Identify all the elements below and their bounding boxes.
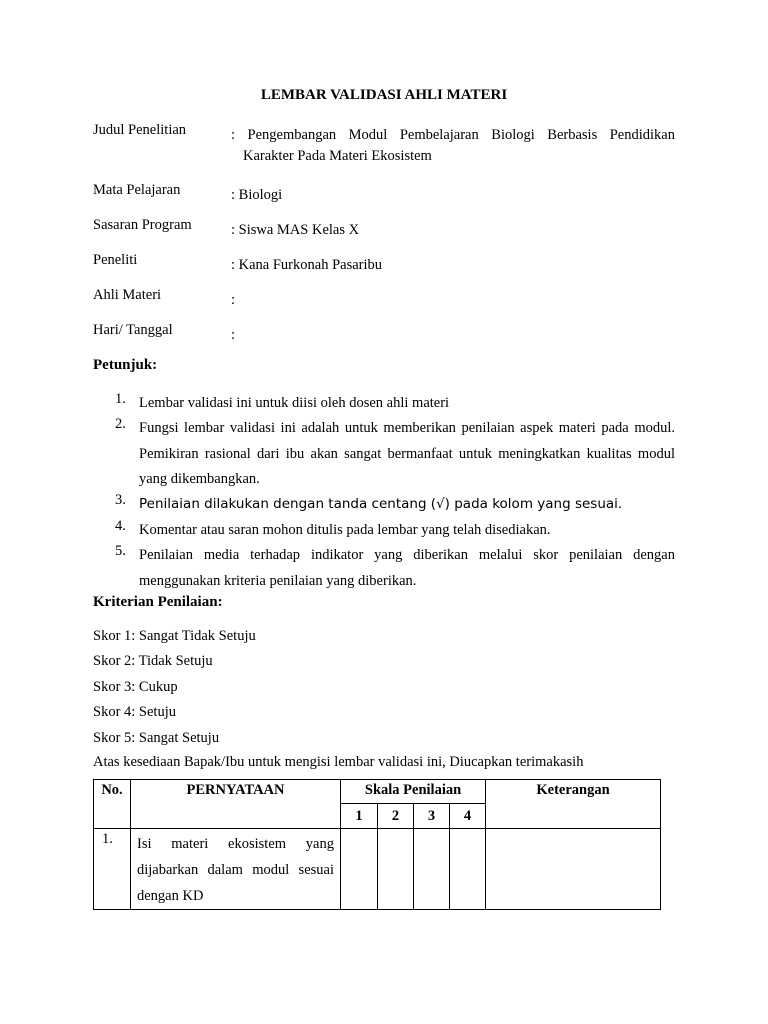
scale-header-2: 2	[378, 804, 414, 829]
header-skala: Skala Penilaian	[341, 780, 486, 804]
score-cell-2[interactable]	[378, 829, 414, 910]
header-no: No.	[94, 780, 131, 829]
row-number: 1.	[94, 829, 131, 910]
validation-table	[93, 779, 661, 910]
instruction-number: 1.	[115, 391, 126, 407]
instruction-text: Komentar atau saran mohon ditulis pada lembar yang telah disediakan.	[139, 522, 551, 538]
skor-item: Skor 1: Sangat Tidak Setuju	[93, 628, 256, 644]
instruction-text: Penilaian media terhadap indikator yang diberikan melalui skor penilaian dengan menggunakan kriteria penilaian yang diberikan.	[139, 547, 675, 589]
instruction-number: 2.	[115, 416, 126, 432]
mapel-value: : Biologi	[231, 187, 283, 203]
skor-item: Skor 3: Cukup	[93, 679, 178, 695]
judul-label: Judul Penelitian	[93, 122, 187, 138]
ahli-label: Ahli Materi	[93, 287, 162, 303]
skor-item: Skor 2: Tidak Setuju	[93, 653, 213, 669]
mapel-label: Mata Pelajaran	[93, 182, 181, 198]
hari-value: :	[231, 327, 236, 343]
instruction-number: 5.	[115, 543, 126, 559]
skor-item: Skor 5: Sangat Setuju	[93, 730, 220, 746]
peneliti-value: : Kana Furkonah Pasaribu	[231, 257, 383, 273]
petunjuk-heading: Petunjuk:	[93, 357, 158, 373]
closing-text: Atas kesediaan Bapak/Ibu untuk mengisi lembar validasi ini, Diucapkan terimakasih	[93, 754, 584, 770]
scale-header-4: 4	[450, 804, 486, 829]
kriteria-heading: Kriterian Penilaian:	[93, 594, 223, 610]
scale-header-3: 3	[414, 804, 450, 829]
judul-value-line2: Karakter Pada Materi Ekosistem	[243, 148, 432, 164]
instruction-number: 3.	[115, 492, 126, 508]
header-keterangan: Keterangan	[486, 780, 661, 829]
judul-value-line1: : Pengembangan Modul Pembelajaran Biologi Berbasis Pendidikan	[231, 127, 675, 143]
keterangan-cell[interactable]	[486, 829, 661, 910]
skor-item: Skor 4: Setuju	[93, 704, 176, 720]
scale-header-1: 1	[341, 804, 378, 829]
document-title: LEMBAR VALIDASI AHLI MATERI	[260, 87, 508, 103]
meta-judul	[93, 122, 675, 174]
instruction-text: Fungsi lembar validasi ini adalah untuk memberikan penilaian aspek materi pada modul. Pemikiran rasional dari ibu akan sangat bermanfaat untuk meningkatkan kualitas modul yang dikembangkan.	[139, 420, 675, 487]
table-row	[94, 829, 661, 910]
score-cell-4[interactable]	[450, 829, 486, 910]
row-pernyataan: Isi materi ekosistem yang dijabarkan dalam modul sesuai dengan KD	[131, 829, 341, 910]
instruction-text: Lembar validasi ini untuk diisi oleh dosen ahli materi	[139, 395, 450, 411]
score-cell-3[interactable]	[414, 829, 450, 910]
score-cell-1[interactable]	[341, 829, 378, 910]
sasaran-value: : Siswa MAS Kelas X	[231, 222, 360, 238]
header-pernyataan: PERNYATAAN	[131, 780, 341, 829]
instruction-text: Penilaian dilakukan dengan tanda centang (√) pada kolom yang sesuai.	[139, 496, 623, 512]
sasaran-label: Sasaran Program	[93, 217, 192, 233]
instruction-number: 4.	[115, 518, 126, 534]
ahli-value: :	[231, 292, 236, 308]
peneliti-label: Peneliti	[93, 252, 138, 268]
hari-label: Hari/ Tanggal	[93, 322, 173, 338]
